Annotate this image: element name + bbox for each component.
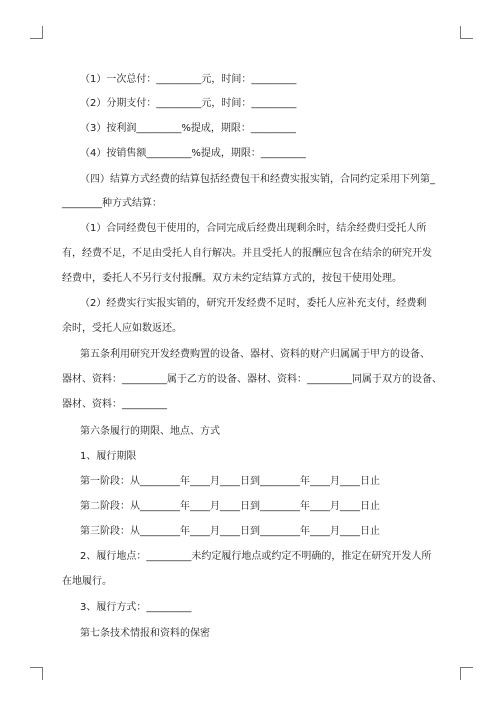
lump-sum-clause-line-3: 经费中，委托人不另行支付报酬。双方未约定结算方式的，按包干使用处理。	[62, 273, 402, 284]
crop-mark-bottom-left	[30, 667, 43, 680]
performance-place-line-2: 在地履行。	[62, 576, 112, 587]
phase-2: 第二阶段：从________年____月____日到________年____月____日止	[80, 501, 380, 512]
article-7-heading: 第七条技术情报和资料的保密	[80, 628, 210, 639]
payment-installments: （2）分期支付：_________元，时间：_________	[80, 98, 297, 109]
lump-sum-clause-line-2: 有，经费不足，不足由受托人自行解决。并且受托人的报酬应包含在结余的研究开发	[62, 248, 432, 259]
settlement-method-continued: ________种方式结算：	[62, 198, 162, 209]
payment-sales-share: （4）按销售额_________%提成，期限：_________	[80, 148, 306, 159]
crop-mark-top-right	[460, 26, 473, 39]
article-5-line-3: 器材、资料：_________	[62, 399, 167, 410]
payment-profit-share: （3）按利润_________%提成，期限：_________	[80, 123, 296, 134]
actual-expense-clause-line-1: （2）经费实行实报实销的，研究开发经费不足时，委托人应补充支付，经费剩	[80, 298, 427, 309]
performance-method: 3、履行方式：_________	[80, 602, 192, 613]
crop-mark-top-left	[30, 26, 43, 39]
crop-mark-bottom-right	[460, 667, 473, 680]
lump-sum-clause-line-1: （1）合同经费包干使用的，合同完成后经费出现剩余时，结余经费归受托人所	[80, 223, 427, 234]
performance-period-heading: 1、履行期限	[80, 451, 137, 462]
article-6-heading: 第六条履行的期限、地点、方式	[80, 426, 220, 437]
actual-expense-clause-line-2: 余时，受托人应如数返还。	[62, 323, 182, 334]
settlement-method-heading: （四）结算方式经费的结算包括经费包干和经费实报实销，合同约定采用下列第_	[80, 174, 435, 185]
article-5-line-2: 器材、资料：_________属于乙方的设备、器材、资料：_________同属于双方的设备、	[62, 374, 442, 385]
phase-3: 第三阶段：从________年____月____日到________年____月____日止	[80, 526, 380, 537]
article-5-line-1: 第五条利用研究开发经费购置的设备、器材、资料的财产归属属于甲方的设备、	[80, 349, 430, 360]
performance-place-line-1: 2、履行地点：_________未约定履行地点或约定不明确的，推定在研究开发人所	[80, 551, 432, 562]
payment-lump-sum: （1）一次总付：_________元，时间：_________	[80, 74, 297, 85]
phase-1: 第一阶段：从________年____月____日到________年____月____日止	[80, 476, 380, 487]
